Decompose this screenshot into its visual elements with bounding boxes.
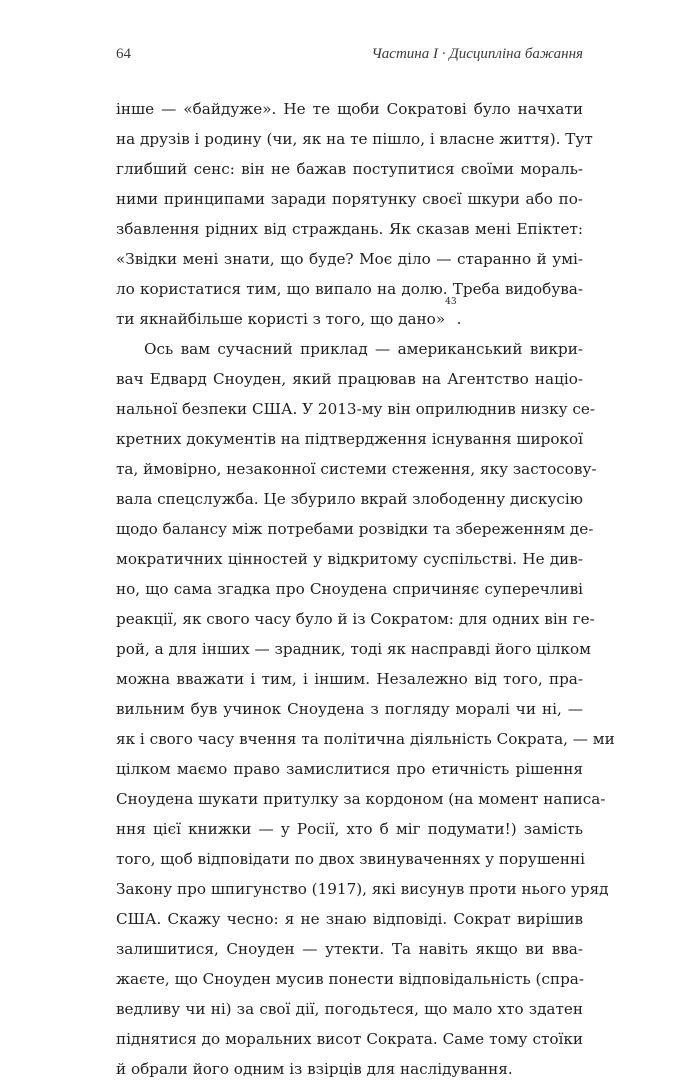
text-line: цілком маємо право замислитися про етичність рішення: [116, 760, 583, 778]
section-title: Частина I · Дисципліна бажання: [371, 46, 583, 62]
text-line: но, що сама згадка про Сноудена спричиняє суперечливі: [116, 580, 583, 598]
text-line: ти якнайбільше користі з того, що дано» $^{43}$ .: [116, 304, 583, 334]
text-line: як і свого часу вчення та політична діяльність Сократа, — ми: [116, 730, 615, 748]
body-text: [116, 94, 615, 1084]
text-line: й обрали його одним із взірців для наслідування.: [116, 1060, 513, 1078]
text-line: піднятися до моральних висот Сократа. Саме тому стоїки: [116, 1030, 583, 1048]
text-line: «Звідки мені знати, що буде? Моє діло — старанно й умі-: [116, 250, 583, 268]
text-line: реакції, як свого часу було й із Сократом: для одних він ге-: [116, 610, 595, 628]
footnote-reference[interactable]: 43: [445, 297, 457, 307]
text-line: вач Едвард Сноуден, який працював на Агентство націо-: [116, 370, 583, 388]
text-line: збавлення рідних від страждань. Як сказав мені Епіктет:: [116, 220, 583, 238]
text-line: США. Скажу чесно: я не знаю відповіді. Сократ вирішив: [116, 910, 583, 928]
text-line: залишитися, Сноуден — утекти. Та навіть якщо ви вва-: [116, 940, 583, 958]
text-line: ло користатися тим, що випало на долю. Треба видобува-: [116, 280, 583, 298]
text-line: ння цієї книжки — у Росії, хто б міг подумати!) замість: [116, 820, 583, 838]
text-line: глибший сенс: він не бажав поступитися своїми мораль-: [116, 160, 583, 178]
text-line: інше — «байдуже». Не те щоби Сократові було начхати: [116, 100, 583, 118]
text-line: Сноудена шукати притулку за кордоном (на момент написа-: [116, 790, 606, 808]
text-line: нальної безпеки США. У 2013-му він оприлюднив низку се-: [116, 400, 596, 418]
text-line: кретних документів на підтвердження існування широкої: [116, 430, 583, 448]
text-line: мократичних цінностей у відкритому суспільстві. Не див-: [116, 550, 583, 568]
text-line: жаєте, що Сноуден мусив понести відповідальність (спра-: [116, 970, 584, 988]
text-line: вильним був учинок Сноудена з погляду моралі чи ні, —: [116, 700, 583, 718]
text-line: ведливу чи ні) за свої дії, погодьтеся, що мало хто здатен: [116, 1000, 583, 1018]
text-line: Закону про шпигунство (1917), які висунув проти нього уряд: [116, 880, 609, 898]
text-line: можна вважати і тим, і іншим. Незалежно від того, пра-: [116, 670, 583, 688]
page-number: 64: [116, 46, 131, 62]
text-line: та, ймовірно, незаконної системи стеження, яку застосову-: [116, 460, 597, 478]
text-line: щодо балансу між потребами розвідки та збереженням де-: [116, 520, 594, 538]
text-line: того, щоб відповідати по двох звинуваченнях у порушенні: [116, 850, 586, 868]
text-line: рой, а для інших — зрадник, тоді як насправді його цілком: [116, 640, 591, 658]
text-line: вала спецслужба. Це збурило вкрай злободенну дискусію: [116, 490, 583, 508]
text-line: ними принципами заради порятунку своєї шкури або по-: [116, 190, 583, 208]
text-line: Ось вам сучасний приклад — американський викри-: [144, 340, 583, 358]
running-head: [116, 46, 583, 68]
text-line: на друзів і родину (чи, як на те пішло, і власне життя). Тут: [116, 130, 593, 148]
